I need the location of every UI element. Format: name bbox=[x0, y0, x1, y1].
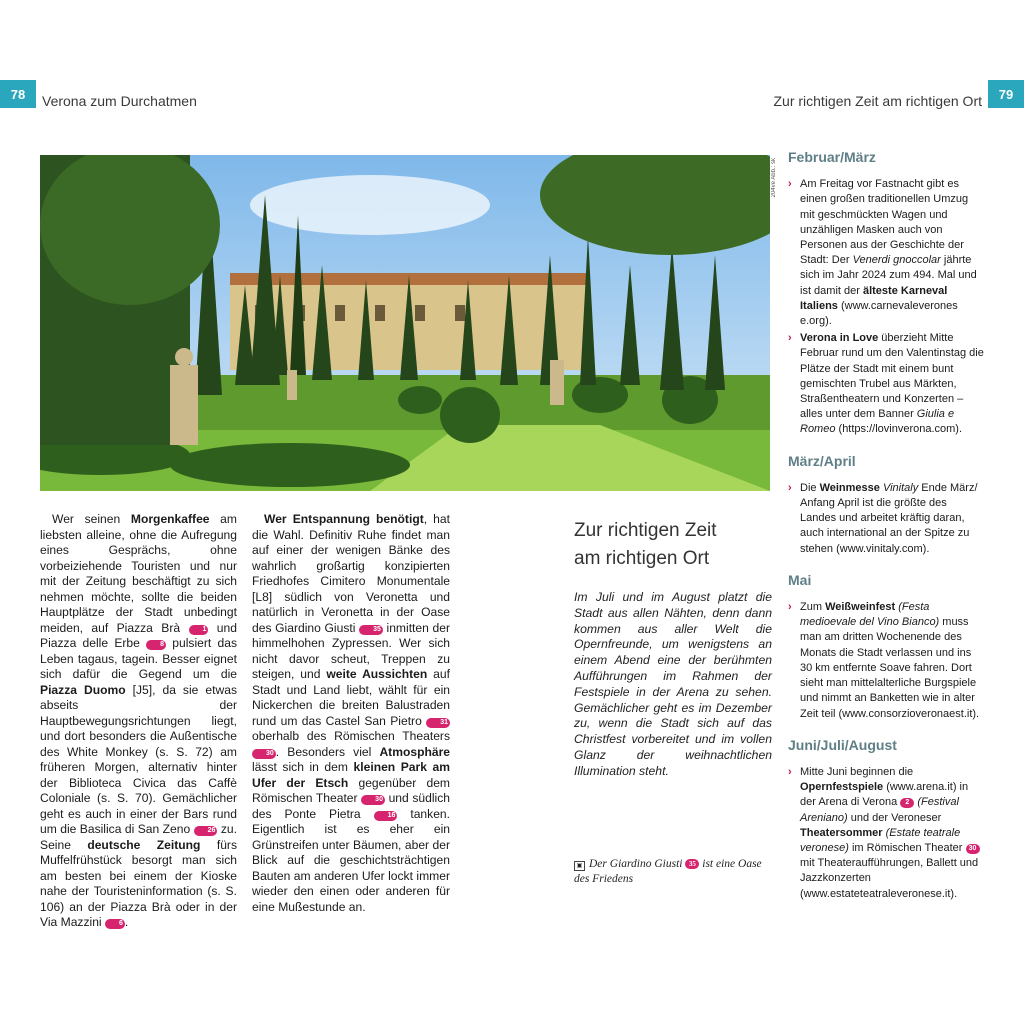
bullet-arrow-icon: › bbox=[788, 178, 792, 191]
text-column-2 bbox=[252, 512, 450, 915]
sidebar-section-heading: Juni/Juli/August bbox=[788, 736, 897, 753]
text-run: auf Stadt und Land liebt, wählt für ein Nickerchen die breiten Balustraden rund um das Castel San Pietro bbox=[252, 667, 450, 728]
bullet-arrow-icon: › bbox=[788, 481, 792, 494]
map-marker-badge: 30 bbox=[966, 844, 980, 854]
text-run: mit Theateraufführungen, Ballett und Jazzkonzerten (www.estateteatraleveronese.it). bbox=[800, 857, 979, 900]
sidebar-event-item bbox=[788, 481, 984, 557]
text-run: gegenüber dem Römischen Theater bbox=[252, 775, 450, 805]
map-marker-badge: 6 bbox=[105, 919, 125, 929]
text-run: jährte sich im Jahr 2024 zum 494. Mal und ist damit der bbox=[800, 254, 977, 297]
text-run: im Römischen Theater bbox=[848, 841, 966, 854]
sidebar-event-item bbox=[788, 177, 984, 329]
camera-icon: ▣ bbox=[574, 861, 585, 871]
bold-term: Morgenkaffee bbox=[130, 512, 210, 526]
bold-term: Verona in Love bbox=[800, 332, 879, 345]
text-run: inmitten der himmelhohen Zypressen. Wer sich nicht davor scheut, Treppen zu steigen, und bbox=[252, 620, 450, 681]
morgenkaffee-paragraph bbox=[40, 512, 237, 931]
italic-term: (Festival Areniano) bbox=[800, 796, 959, 824]
map-marker-badge: 35 bbox=[359, 625, 383, 635]
map-marker-badge: 26 bbox=[194, 826, 218, 836]
text-run: pulsiert das Leben tagaus, tagein. Besser eignet sich dafür die Gegend um die bbox=[40, 636, 237, 681]
caption-text bbox=[574, 858, 762, 885]
photo-caption bbox=[574, 857, 774, 887]
map-marker-badge: 30 bbox=[361, 795, 385, 805]
text-run: Mitte Juni beginnen die bbox=[800, 765, 914, 778]
text-run: und Piazza delle Erbe bbox=[40, 620, 237, 650]
event-sidebar bbox=[788, 150, 984, 904]
text-run: Wer seinen bbox=[52, 512, 131, 526]
italic-term: Venerdi gnoccolar bbox=[852, 254, 941, 267]
box-title bbox=[574, 517, 774, 573]
text-run: Der Giardino Giusti bbox=[589, 858, 686, 870]
text-run: Zum bbox=[800, 601, 826, 614]
text-run: Am Freitag vor Fastnacht gibt es einen großen traditionellen Umzug mit geschmückten Wagen und unzähligen Masken auch von Personen aus der Geschichte der Stadt: Der bbox=[800, 178, 969, 267]
bold-term: Piazza Duomo bbox=[40, 682, 126, 697]
bold-term: Theatersommer bbox=[800, 826, 883, 839]
entspannung-paragraph bbox=[252, 512, 450, 915]
left-page-number: 78 bbox=[0, 80, 36, 108]
sidebar-section-heading: Februar/März bbox=[788, 149, 876, 165]
giardino-giusti-illustration bbox=[40, 155, 770, 491]
right-page-number: 79 bbox=[988, 80, 1024, 108]
italic-term: Giulia e Romeo bbox=[800, 408, 955, 436]
sidebar-event-item bbox=[788, 600, 984, 722]
sidebar-event-item bbox=[788, 765, 984, 902]
garden-photo bbox=[40, 155, 770, 491]
bold-term: Wer Entspannung benötigt bbox=[264, 512, 424, 526]
sidebar-event-item bbox=[788, 331, 984, 437]
bold-term: Opernfestspiele bbox=[800, 781, 884, 794]
bold-term: Weißweinfest bbox=[825, 601, 896, 614]
left-running-header: Verona zum Durchatmen bbox=[42, 93, 197, 109]
map-marker-badge: 2 bbox=[900, 798, 914, 808]
box-text: Im Juli und im August platzt die Stadt aus allen Nähten, denn dann kommen aus aller Welt die Opernfreunde, um wenigstens an einem Abend eine der berühmten Aufführungen im Rahmen der Festspiele in der Arena zu sehen. Gemächlicher geht es im Dezember zu, wenn die Stadt sich auf das Christfest vorbereitet und im vollen Glanz der weihnachtlichen Illumination steht. bbox=[574, 590, 772, 778]
italic-term: (Estate teatrale veronese) bbox=[800, 826, 961, 854]
text-run: (www.carnevaleverones e.org). bbox=[800, 299, 958, 328]
text-run: und der Veroneser bbox=[847, 811, 942, 824]
text-run: Ende März/ Anfang April ist die größte des Landes und arbeitet kräftig daran, auch international an der Spitze zu stehen (www.vinitaly.com). bbox=[800, 481, 978, 555]
text-run: am liebsten alleine, ohne die Aufregung eines Gesprächs, ohne vorbeiziehende Touristen und nur mit der Zeitung beschäftigt zu sich nehmen möchte, sollte die beiden Hauptplätze der Stadt unbedingt meiden, auf Piazza Brà bbox=[40, 512, 237, 635]
bold-term: weite Aussichten bbox=[326, 667, 428, 681]
text-run: , hat die Wahl. Definitiv Ruhe findet man auf einer der wenigen Bänke des wahrlich großartig konzipierten Friedhofes Cimitero Monumentale [L8] südlich von Veronetta und natürlich in Veronetta in der Oase des Giardino Giusti bbox=[252, 512, 450, 635]
bullet-arrow-icon: › bbox=[788, 601, 792, 614]
text-run: (www.arena.it) in der Arena di Verona bbox=[800, 781, 969, 809]
map-marker-badge: 35 bbox=[685, 859, 699, 869]
sidebar-section-heading: Mai bbox=[788, 571, 812, 588]
map-marker-badge: 8 bbox=[146, 640, 166, 650]
text-run: (https://lovinverona.com). bbox=[835, 423, 963, 436]
map-marker-badge: 1 bbox=[189, 625, 209, 635]
bullet-arrow-icon: › bbox=[788, 765, 792, 778]
bullet-arrow-icon: › bbox=[788, 332, 792, 345]
text-run: lässt sich in dem bbox=[252, 760, 354, 774]
map-marker-badge: 30 bbox=[252, 749, 276, 759]
bold-term: deutsche Zeitung bbox=[87, 837, 201, 852]
text-run: Die bbox=[800, 481, 820, 494]
italic-term: Vinitaly bbox=[882, 481, 919, 494]
bold-term: kleinen Park am Ufer der Etsch bbox=[252, 760, 450, 790]
text-run: fürs Muffelfrühstück besorgt man sich am besten bei einem der Kioske nahe der Touristeninformation (s. S. 106) an der Piazza Brà oder in der Via Mazzini bbox=[40, 837, 237, 929]
text-run: zu. Seine bbox=[40, 822, 237, 852]
text-run: ist eine Oase des Friedens bbox=[574, 858, 762, 885]
sidebar-section-heading: März/April bbox=[788, 452, 856, 469]
bold-term: Weinmesse bbox=[819, 481, 883, 494]
text-run: oberhalb des Römischen Theaters bbox=[252, 729, 450, 743]
text-run: . Besonders viel bbox=[275, 744, 380, 759]
right-running-header: Zur richtigen Zeit am richtigen Ort bbox=[773, 93, 982, 109]
text-column-1 bbox=[40, 512, 237, 931]
text-run: und südlich des Ponte Pietra bbox=[252, 791, 450, 821]
text-run: überzieht Mitte Februar rund um den Valentinstag die Plätze der Stadt mit einem bunt gemischten Trubel aus Märkten, Straßentheatern und Konzerten – alles unter dem Banner bbox=[800, 332, 984, 421]
bold-term: älteste Karneval Italiens bbox=[800, 284, 948, 312]
map-marker-badge: 31 bbox=[426, 718, 450, 728]
photo-credit: 204ve Abb.: sk bbox=[771, 158, 777, 198]
text-run: . bbox=[124, 915, 129, 929]
italic-term: (Festa medioevale del Vino Bianco) bbox=[800, 601, 940, 629]
box-title-line-2: am richtigen Ort bbox=[574, 548, 710, 569]
box-title-line-1: Zur richtigen Zeit bbox=[574, 520, 717, 541]
text-run: [J5], da sie etwas abseits der Hauptbewegungsrichtungen liegt, und dort besonders die Außentische des White Monkey (s. S. 72) am früheren Morgen, alternativ hinter der Biblioteca Civica das Caffè Coloniale (s. S. 70). Gemächlicher geht es auch in einer der Bars rund um die Basilica di San Zeno bbox=[40, 682, 237, 836]
map-marker-badge: 16 bbox=[374, 811, 398, 821]
bold-term: Atmosphäre bbox=[379, 744, 450, 759]
text-run: tanken. Eigentlich ist es eher ein Grünstreifen unter Bäumen, aber der Blick auf die geschichtsträchtigen Bauten am anderen Ufer lockt immer wieder den einen oder anderen für eine Mußestunde an. bbox=[252, 806, 451, 914]
text-run: muss man am dritten Wochenende des Monats die Stadt verlassen und ins 30 km entfernte Soave fahren. Dort sieht man mittelalterliche Burgspiele und nimmt an Banketten wie in alter Zeit teil (www.consorzioveronaest.it). bbox=[800, 616, 980, 720]
